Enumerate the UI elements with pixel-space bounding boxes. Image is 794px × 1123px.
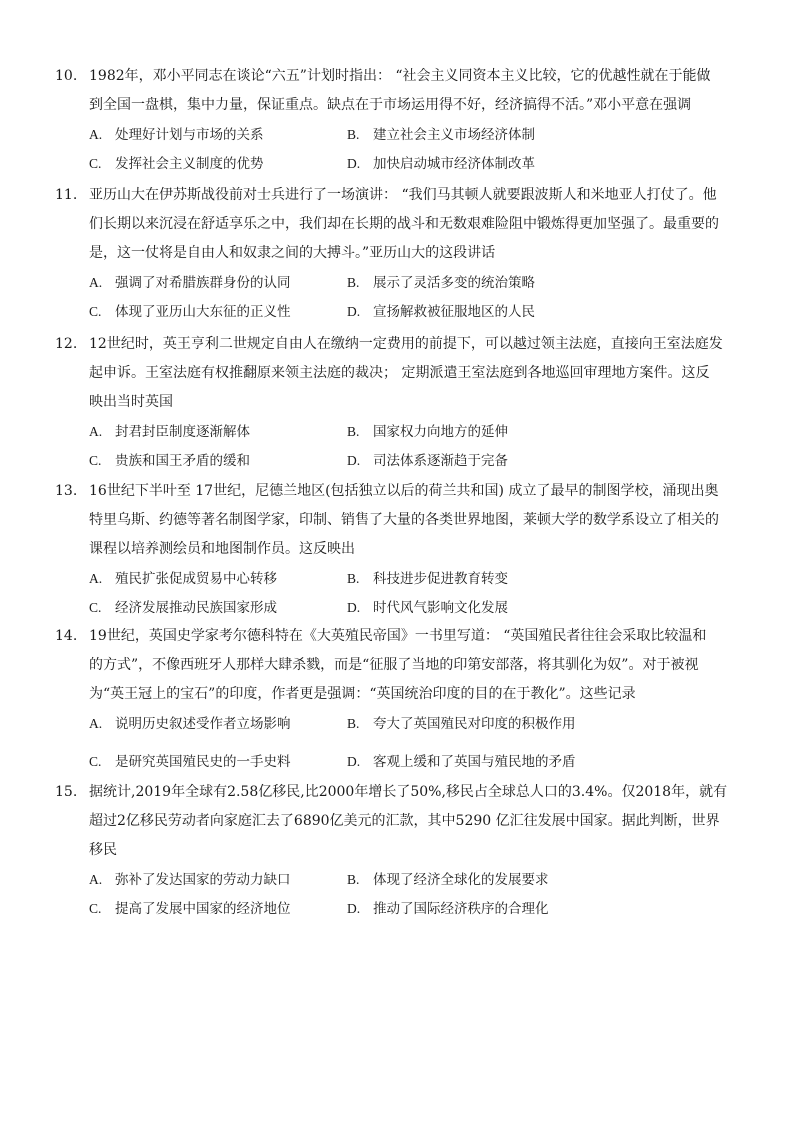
option-text: 封君封臣制度逐渐解体 bbox=[115, 424, 250, 440]
question-text: 据统计,2019年全球有2.58亿移民,比2000年增长了50%,移民占全球总人口的3.4%。仅2018年，就有 bbox=[89, 784, 728, 800]
option-letter: D. bbox=[347, 156, 361, 171]
option-text: 弥补了发达国家的劳动力缺口 bbox=[115, 872, 291, 888]
option-letter: A. bbox=[89, 716, 103, 731]
option-letter: C. bbox=[89, 754, 102, 769]
option-text: 是研究英国殖民史的一手史料 bbox=[115, 754, 291, 770]
option-text: 殖民扩张促成贸易中心转移 bbox=[115, 571, 277, 587]
option-text: 建立社会主义市场经济体制 bbox=[373, 127, 535, 143]
option-b[interactable] bbox=[347, 120, 535, 150]
option-a[interactable] bbox=[89, 268, 291, 298]
option-text: 客观上缓和了英国与殖民地的矛盾 bbox=[373, 754, 576, 770]
option-letter: D. bbox=[347, 901, 361, 916]
option-letter: C. bbox=[89, 901, 102, 916]
option-b[interactable] bbox=[347, 709, 576, 739]
question-text: 19世纪，英国史学家考尔德科特在《大英殖民帝国》一书里写道： “英国殖民者往往会采取比较温和 bbox=[89, 628, 707, 644]
option-a[interactable] bbox=[89, 564, 277, 594]
question-stem-line: 起申诉。王室法庭有权推翻原来领主法庭的裁决； 定期派遣王室法庭到各地巡回审理地方案件。这反 bbox=[89, 365, 710, 381]
option-row bbox=[55, 297, 745, 326]
option-letter: B. bbox=[347, 424, 360, 439]
question-stem-line: 映出当时英国 bbox=[89, 394, 173, 410]
question-stem-line bbox=[55, 62, 745, 91]
question-stem-line bbox=[55, 622, 745, 651]
option-text: 体现了亚历山大东征的正义性 bbox=[115, 304, 291, 320]
option-text: 提高了发展中国家的经济地位 bbox=[115, 901, 291, 917]
option-row bbox=[55, 709, 745, 747]
option-a[interactable] bbox=[89, 120, 264, 150]
option-letter: C. bbox=[89, 304, 102, 319]
option-d[interactable] bbox=[347, 149, 535, 179]
option-b[interactable] bbox=[347, 268, 535, 298]
option-text: 科技进步促进教育转变 bbox=[373, 571, 508, 587]
option-letter: D. bbox=[347, 600, 361, 615]
question-text: 12世纪时，英王亨利二世规定自由人在缴纳一定费用的前提下，可以越过领主法庭，直接向王室法庭发 bbox=[89, 336, 723, 352]
option-text: 展示了灵活多变的统治策略 bbox=[373, 275, 535, 291]
option-letter: C. bbox=[89, 453, 102, 468]
option-row bbox=[55, 865, 745, 894]
option-row bbox=[55, 446, 745, 475]
option-letter: B. bbox=[347, 127, 360, 142]
option-text: 体现了经济全球化的发展要求 bbox=[373, 872, 549, 888]
question-stem-line: 是，这一仗将是自由人和奴隶之间的大搏斗。”亚历山大的这段讲话 bbox=[89, 245, 496, 261]
question-number: 14. bbox=[55, 628, 78, 644]
question-stem-line bbox=[55, 181, 745, 210]
option-text: 经济发展推动民族国家形成 bbox=[115, 600, 277, 616]
option-a[interactable] bbox=[89, 417, 250, 447]
option-d[interactable] bbox=[347, 593, 508, 623]
question-number: 10. bbox=[55, 68, 78, 84]
option-c[interactable] bbox=[89, 747, 291, 777]
option-text: 司法体系逐渐趋于完备 bbox=[373, 453, 508, 469]
question-15 bbox=[55, 778, 745, 923]
question-text: 1982年，邓小平同志在谈论“六五”计划时指出： “社会主义同资本主义比较，它的优越性就在于能做 bbox=[89, 68, 711, 84]
option-row bbox=[55, 120, 745, 149]
option-letter: B. bbox=[347, 716, 360, 731]
question-stem-line: 课程以培养测绘员和地图制作员。这反映出 bbox=[89, 541, 355, 557]
question-stem-line: 到全国一盘棋，集中力量，保证重点。缺点在于市场运用得不好，经济搞得不活。”邓小平意在强调 bbox=[89, 97, 692, 113]
option-text: 时代风气影响文化发展 bbox=[373, 600, 508, 616]
question-13 bbox=[55, 477, 745, 622]
option-d[interactable] bbox=[347, 446, 508, 476]
option-b[interactable] bbox=[347, 417, 508, 447]
option-text: 国家权力向地方的延伸 bbox=[373, 424, 508, 440]
option-d[interactable] bbox=[347, 894, 549, 924]
option-d[interactable] bbox=[347, 747, 576, 777]
option-text: 强调了对希腊族群身份的认同 bbox=[115, 275, 291, 291]
question-stem-line bbox=[55, 778, 745, 807]
option-text: 贵族和国王矛盾的缓和 bbox=[115, 453, 250, 469]
option-letter: D. bbox=[347, 754, 361, 769]
question-14 bbox=[55, 622, 745, 776]
option-text: 发挥社会主义制度的优势 bbox=[115, 156, 264, 172]
option-text: 处理好计划与市场的关系 bbox=[115, 127, 264, 143]
option-c[interactable] bbox=[89, 297, 291, 327]
option-c[interactable] bbox=[89, 446, 250, 476]
option-c[interactable] bbox=[89, 894, 291, 924]
option-c[interactable] bbox=[89, 149, 264, 179]
option-b[interactable] bbox=[347, 865, 549, 895]
option-letter: A. bbox=[89, 275, 103, 290]
option-letter: B. bbox=[347, 275, 360, 290]
question-stem-line: 们长期以来沉浸在舒适享乐之中，我们却在长期的战斗和无数艰难险阻中锻炼得更加坚强了。最重要的 bbox=[89, 216, 719, 232]
option-letter: A. bbox=[89, 872, 103, 887]
option-row bbox=[55, 747, 745, 776]
option-row bbox=[55, 268, 745, 297]
question-stem-line bbox=[55, 330, 745, 359]
option-letter: B. bbox=[347, 872, 360, 887]
option-letter: C. bbox=[89, 156, 102, 171]
option-letter: D. bbox=[347, 453, 361, 468]
question-number: 12. bbox=[55, 336, 78, 352]
question-stem-line: 移民 bbox=[89, 842, 117, 858]
option-letter: C. bbox=[89, 600, 102, 615]
option-text: 加快启动城市经济体制改革 bbox=[373, 156, 535, 172]
option-c[interactable] bbox=[89, 593, 277, 623]
question-10 bbox=[55, 62, 745, 178]
option-b[interactable] bbox=[347, 564, 508, 594]
question-stem-line: 超过2亿移民劳动者向家庭汇去了6890亿美元的汇款，其中5290 亿汇往发展中国家。据此判断，世界 bbox=[89, 813, 720, 829]
question-12 bbox=[55, 330, 745, 475]
question-number: 13. bbox=[55, 483, 78, 499]
question-number: 11. bbox=[55, 187, 78, 203]
question-number: 15. bbox=[55, 784, 78, 800]
option-a[interactable] bbox=[89, 865, 291, 895]
question-11 bbox=[55, 181, 745, 326]
question-text: 16世纪下半叶至 17世纪，尼德兰地区(包括独立以后的荷兰共和国) 成立了最早的制图学校，涌现出奥 bbox=[89, 483, 719, 499]
question-text: 亚历山大在伊苏斯战役前对士兵进行了一场演讲： “我们马其顿人就要跟波斯人和米地亚人打仗了。他 bbox=[89, 187, 717, 203]
option-row bbox=[55, 149, 745, 178]
option-text: 夸大了英国殖民对印度的积极作用 bbox=[373, 716, 576, 732]
option-a[interactable] bbox=[89, 709, 291, 739]
option-d[interactable] bbox=[347, 297, 535, 327]
option-row bbox=[55, 593, 745, 622]
question-stem-line: 为“英王冠上的宝石”的印度，作者更是强调：“英国统治印度的目的在于教化”。这些记录 bbox=[89, 686, 636, 702]
question-stem-line: 特里乌斯、约德等著名制图学家，印制、销售了大量的各类世界地图，莱顿大学的数学系设立了相关的 bbox=[89, 512, 719, 528]
question-stem-line bbox=[55, 477, 745, 506]
option-row bbox=[55, 894, 745, 923]
option-letter: D. bbox=[347, 304, 361, 319]
option-letter: A. bbox=[89, 424, 103, 439]
option-text: 说明历史叙述受作者立场影响 bbox=[115, 716, 291, 732]
option-row bbox=[55, 417, 745, 446]
option-row bbox=[55, 564, 745, 593]
option-letter: A. bbox=[89, 571, 103, 586]
option-letter: B. bbox=[347, 571, 360, 586]
question-stem-line: 的方式”，不像西班牙人那样大肆杀戮，而是“征服了当地的印第安部落，将其驯化为奴”。对于被视 bbox=[89, 657, 699, 673]
option-text: 推动了国际经济秩序的合理化 bbox=[373, 901, 549, 917]
option-letter: A. bbox=[89, 127, 103, 142]
option-text: 宣扬解救被征服地区的人民 bbox=[373, 304, 535, 320]
